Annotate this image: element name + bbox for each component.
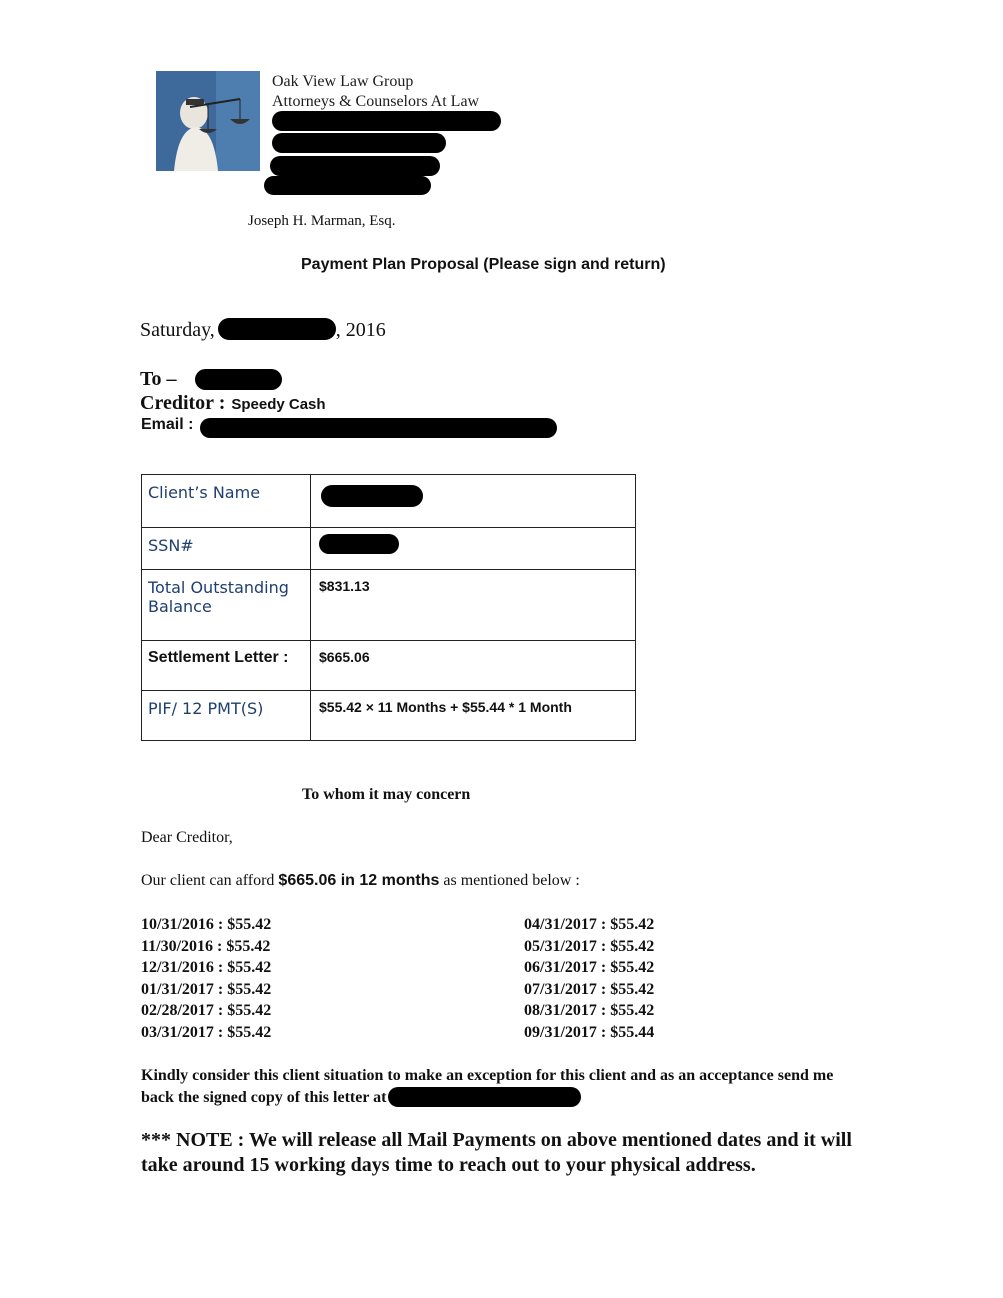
schedule-item: 11/30/2016 : $55.42: [141, 937, 271, 955]
firm-tagline: Attorneys & Counselors At Law: [272, 93, 480, 110]
schedule-item: 03/31/2017 : $55.42: [141, 1023, 272, 1041]
schedule-item: 12/31/2016 : $55.42: [141, 959, 272, 977]
schedule-left: [141, 914, 271, 1044]
date-weekday: Saturday,: [140, 319, 215, 341]
table-row: [142, 570, 636, 641]
schedule-item: 10/31/2016 : $55.42: [141, 916, 272, 933]
table-row: [142, 475, 636, 528]
firm-header: [272, 72, 479, 112]
ssn-value: [311, 528, 636, 570]
schedule-item: 02/28/2017 : $55.42: [141, 1002, 272, 1020]
creditor-label: Creditor :: [140, 392, 226, 414]
schedule-item: 09/31/2017 : $55.44: [524, 1023, 655, 1041]
afford-post: as mentioned below :: [439, 872, 580, 889]
page-title: Payment Plan Proposal (Please sign and return): [301, 256, 666, 273]
email-label: Email :: [141, 416, 194, 433]
afford-amount: $665.06 in 12 months: [278, 872, 440, 889]
schedule-item: 06/31/2017 : $55.42: [524, 959, 655, 977]
payment-plan-value: $55.42 × 11 Months + $55.44 * 1 Month: [311, 691, 636, 741]
total-balance-label: Total Outstanding Balance: [142, 570, 311, 641]
schedule-item: 01/31/2017 : $55.42: [141, 980, 272, 998]
settlement-label: Settlement Letter :: [142, 641, 311, 691]
settlement-value: $665.06: [311, 641, 636, 691]
redacted-address-line: [272, 111, 501, 131]
creditor-line: [140, 392, 326, 415]
afford-pre: Our client can afford: [141, 872, 279, 889]
ssn-label: SSN#: [142, 528, 311, 570]
schedule-item: 07/31/2017 : $55.42: [524, 980, 655, 998]
salutation-heading: To whom it may concern: [302, 786, 471, 803]
redacted-recipient: [195, 369, 282, 390]
redacted-address-line: [272, 133, 446, 153]
acceptance-request: [141, 1065, 861, 1109]
table-row: [142, 641, 636, 691]
greeting: Dear Creditor,: [141, 829, 233, 846]
client-name-value: [311, 475, 636, 528]
letter-date: [140, 318, 386, 342]
schedule-item: 04/31/2017 : $55.42: [524, 916, 655, 933]
redacted-date: [218, 318, 336, 340]
schedule-right: [524, 914, 654, 1044]
table-row: [142, 528, 636, 570]
afford-sentence: [141, 872, 580, 890]
redacted-email: [200, 418, 557, 438]
payment-plan-label: PIF/ 12 PMT(S): [142, 691, 311, 741]
redacted-address-line: [264, 176, 431, 195]
client-name-label: Client’s Name: [142, 475, 311, 528]
creditor-value: Speedy Cash: [231, 396, 326, 413]
firm-name: Oak View Law Group: [272, 73, 414, 90]
schedule-item: 05/31/2017 : $55.42: [524, 937, 655, 955]
attorney-name: Joseph H. Marman, Esq.: [248, 213, 396, 229]
schedule-item: 08/31/2017 : $55.42: [524, 1002, 655, 1020]
date-year: , 2016: [335, 319, 386, 341]
payment-note: *** NOTE : We will release all Mail Payments on above mentioned dates and it will take around 15 working days time to reach out to your physical address.: [141, 1129, 852, 1176]
redacted-return-email: [388, 1087, 581, 1107]
lady-justice-logo-icon: [156, 71, 260, 171]
table-row: [142, 691, 636, 741]
total-balance-value: $831.13: [311, 570, 636, 641]
to-line: To –: [140, 368, 177, 390]
redacted-address-line: [270, 156, 440, 176]
acceptance-text: Kindly consider this client situation to make an exception for this client and as an acceptance send me back the signed copy of this letter at: [141, 1067, 834, 1106]
client-info-table: [141, 474, 636, 741]
